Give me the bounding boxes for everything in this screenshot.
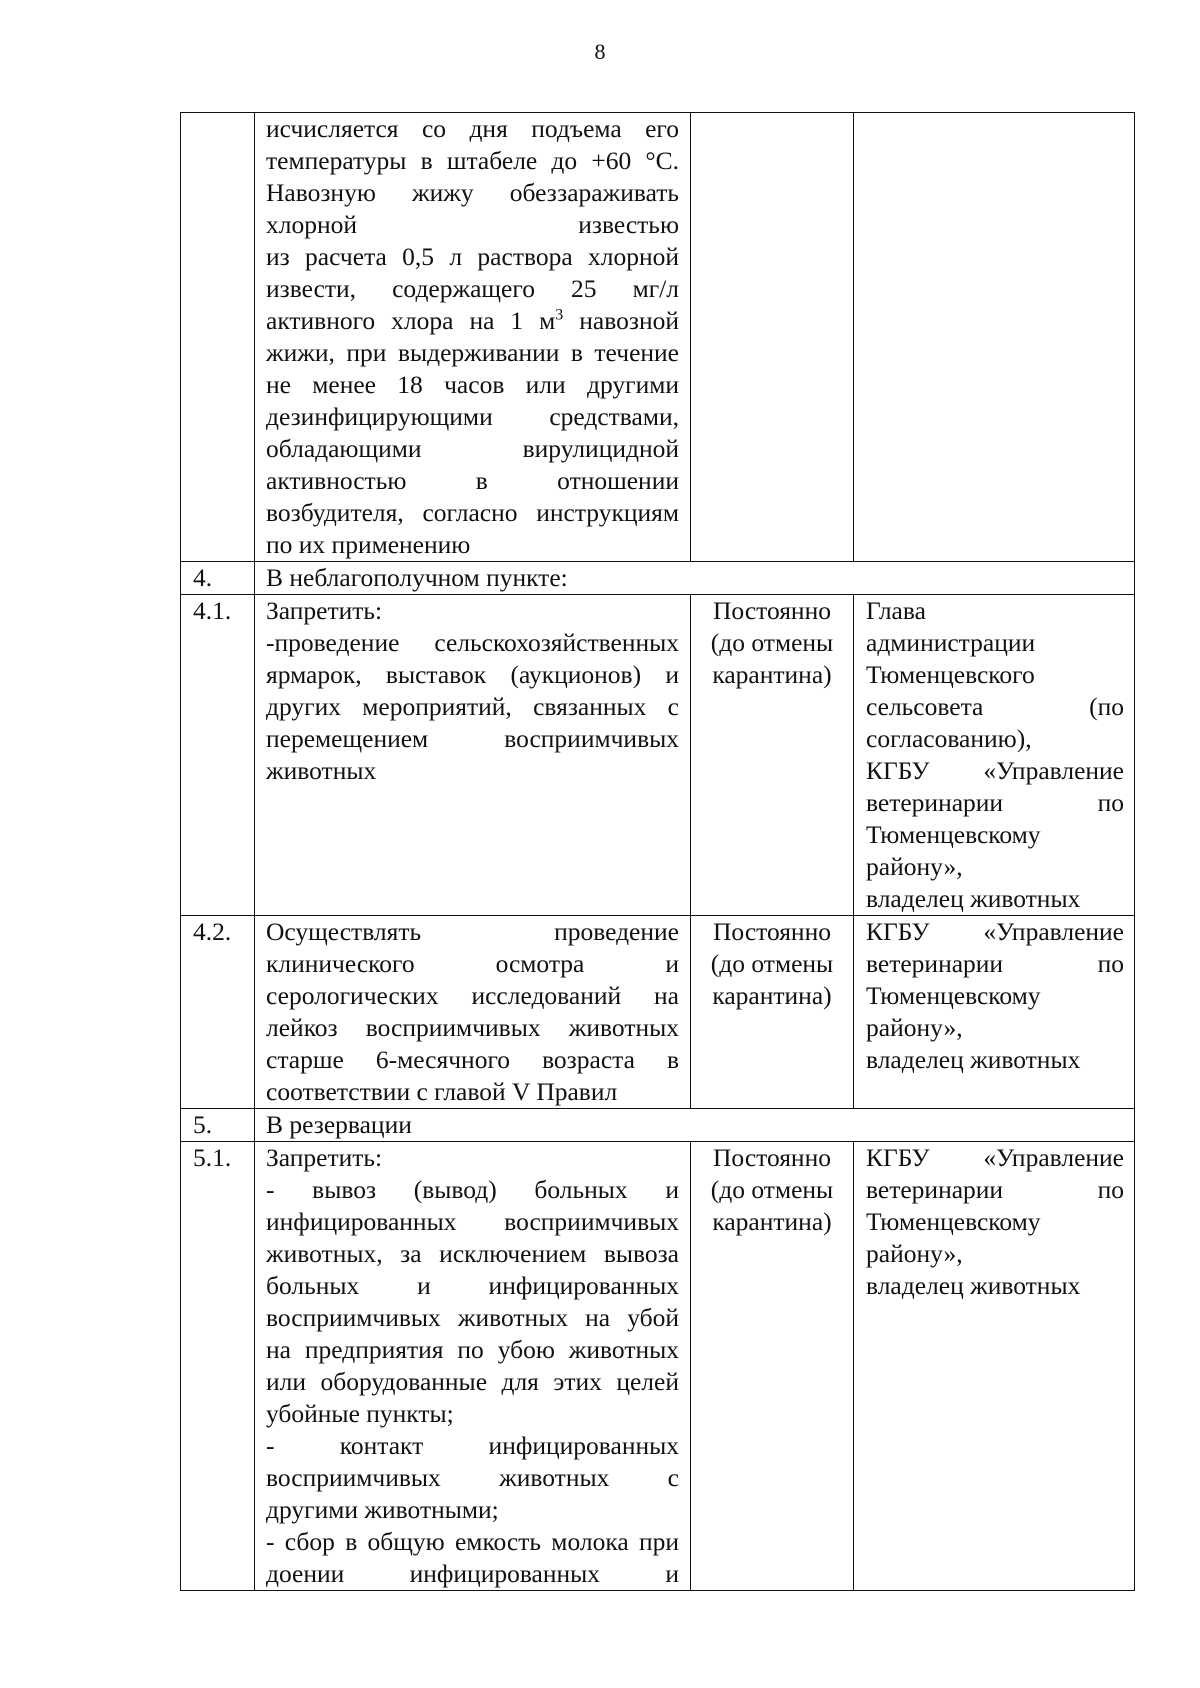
- text-line: району»,: [866, 1013, 963, 1042]
- text-line: КГБУ «Управление: [866, 756, 1124, 785]
- text-line: сельсовета (по: [866, 692, 1124, 721]
- row-number: 4.: [181, 562, 255, 595]
- text-line: Тюменцевскому: [866, 981, 1041, 1010]
- text-line: согласованию),: [866, 724, 1032, 753]
- table-row-5-1: [181, 1142, 1135, 1591]
- text-line: жижи, при выдерживании в течение: [266, 338, 679, 367]
- text-line: перемещением восприимчивых: [266, 724, 679, 753]
- text-line: соответствии с главой V Правил: [266, 1077, 618, 1106]
- superscript: 3: [555, 306, 564, 324]
- text-line: восприимчивых животных на убой: [266, 1303, 679, 1332]
- text-line: карантина): [712, 1207, 832, 1236]
- row-number: [181, 113, 255, 562]
- responsible-cell: [854, 916, 1135, 1109]
- text-line: ветеринарии по: [866, 1175, 1124, 1204]
- text-line: карантина): [712, 660, 832, 689]
- measure-description: [255, 113, 691, 562]
- text-line: Тюменцевскому: [866, 1207, 1041, 1236]
- term-cell: [691, 1142, 854, 1591]
- page-number: 8: [594, 39, 606, 64]
- text-line: активностью в отношении: [266, 466, 679, 495]
- text-line: температуры в штабеле до +60 °С.: [266, 146, 679, 175]
- text-line: администрации: [866, 628, 1036, 657]
- text-line: карантина): [712, 981, 832, 1010]
- text-line: Тюменцевскому: [866, 820, 1041, 849]
- text-line: Навозную жижу обеззараживать: [266, 178, 679, 207]
- text-line: на предприятия по убою животных: [266, 1335, 679, 1364]
- text-line: хлорной известью: [266, 210, 679, 239]
- text-line: Осуществлять проведение: [266, 917, 679, 946]
- text-line: инфицированных восприимчивых: [266, 1207, 679, 1236]
- text-line: дезинфицирующими средствами,: [266, 402, 679, 431]
- measure-description: [255, 595, 691, 916]
- table-row-section-4: [181, 562, 1135, 595]
- text-fragment: навозной: [563, 306, 679, 335]
- text-line: владелец животных: [866, 884, 1081, 913]
- measures-table: [180, 112, 1135, 1591]
- text-line: Постоянно: [713, 1143, 831, 1172]
- text-line: Запретить:: [266, 1143, 383, 1172]
- term-cell: [691, 113, 854, 562]
- term-cell: [691, 916, 854, 1109]
- text-line: ветеринарии по: [866, 788, 1124, 817]
- text-line: по их применению: [266, 530, 471, 559]
- responsible-cell: [854, 595, 1135, 916]
- text-line: извести, содержащего 25 мг/л: [266, 274, 679, 303]
- text-line: - вывоз (вывод) больных и: [266, 1175, 679, 1204]
- text-line: обладающими вирулицидной: [266, 434, 679, 463]
- text-line: [266, 305, 679, 337]
- text-line: исчисляется со дня подъема его: [266, 114, 679, 143]
- text-line: району»,: [866, 1239, 963, 1268]
- text-line: В неблагополучном пункте:: [266, 563, 568, 592]
- text-line: Глава: [866, 596, 926, 625]
- section-title: [255, 1109, 1135, 1142]
- text-line: клинического осмотра и: [266, 949, 679, 978]
- table-row-section-5: [181, 1109, 1135, 1142]
- measure-description: [255, 916, 691, 1109]
- table-row-continuation: [181, 113, 1135, 562]
- text-line: владелец животных: [866, 1045, 1081, 1074]
- text-line: владелец животных: [866, 1271, 1081, 1300]
- text-line: доении инфицированных и: [266, 1559, 679, 1588]
- text-line: - контакт инфицированных: [266, 1431, 679, 1460]
- text-line: серологических исследований на: [266, 981, 679, 1010]
- text-line: животных: [266, 756, 377, 785]
- text-line: другими животными;: [266, 1495, 499, 1524]
- text-line: возбудителя, согласно инструкциям: [266, 498, 679, 527]
- text-line: (до отмены: [710, 949, 834, 978]
- text-line: Запретить:: [266, 596, 383, 625]
- text-line: или оборудованные для этих целей: [266, 1367, 679, 1396]
- text-line: животных, за исключением вывоза: [266, 1239, 679, 1268]
- text-line: -проведение сельскохозяйственных: [266, 628, 679, 657]
- text-line: убойные пункты;: [266, 1399, 454, 1428]
- row-number: 4.2.: [181, 916, 255, 1109]
- text-line: не менее 18 часов или другими: [266, 370, 679, 399]
- text-line: других мероприятий, связанных с: [266, 692, 679, 721]
- text-line: КГБУ «Управление: [866, 917, 1124, 946]
- text-line: (до отмены: [710, 628, 834, 657]
- text-line: району»,: [866, 852, 963, 881]
- text-line: лейкоз восприимчивых животных: [266, 1013, 679, 1042]
- row-number: 4.1.: [181, 595, 255, 916]
- row-number: 5.1.: [181, 1142, 255, 1591]
- text-line: Постоянно: [713, 917, 831, 946]
- text-line: (до отмены: [710, 1175, 834, 1204]
- text-line: В резервации: [266, 1110, 412, 1139]
- row-number: 5.: [181, 1109, 255, 1142]
- measure-description: [255, 1142, 691, 1591]
- text-line: Тюменцевского: [866, 660, 1035, 689]
- text-fragment: активного хлора на 1 м: [266, 306, 556, 335]
- text-line: КГБУ «Управление: [866, 1143, 1124, 1172]
- text-line: Постоянно: [713, 596, 831, 625]
- term-cell: [691, 595, 854, 916]
- text-line: восприимчивых животных с: [266, 1463, 679, 1492]
- text-line: ветеринарии по: [866, 949, 1124, 978]
- text-line: больных и инфицированных: [266, 1271, 679, 1300]
- table-row-4-2: [181, 916, 1135, 1109]
- text-line: старше 6-месячного возраста в: [266, 1045, 679, 1074]
- responsible-cell: [854, 1142, 1135, 1591]
- responsible-cell: [854, 113, 1135, 562]
- text-line: из расчета 0,5 л раствора хлорной: [266, 242, 679, 271]
- section-title: [255, 562, 1135, 595]
- table-row-4-1: [181, 595, 1135, 916]
- text-line: ярмарок, выставок (аукционов) и: [266, 660, 679, 689]
- text-line: - сбор в общую емкость молока при: [266, 1527, 679, 1556]
